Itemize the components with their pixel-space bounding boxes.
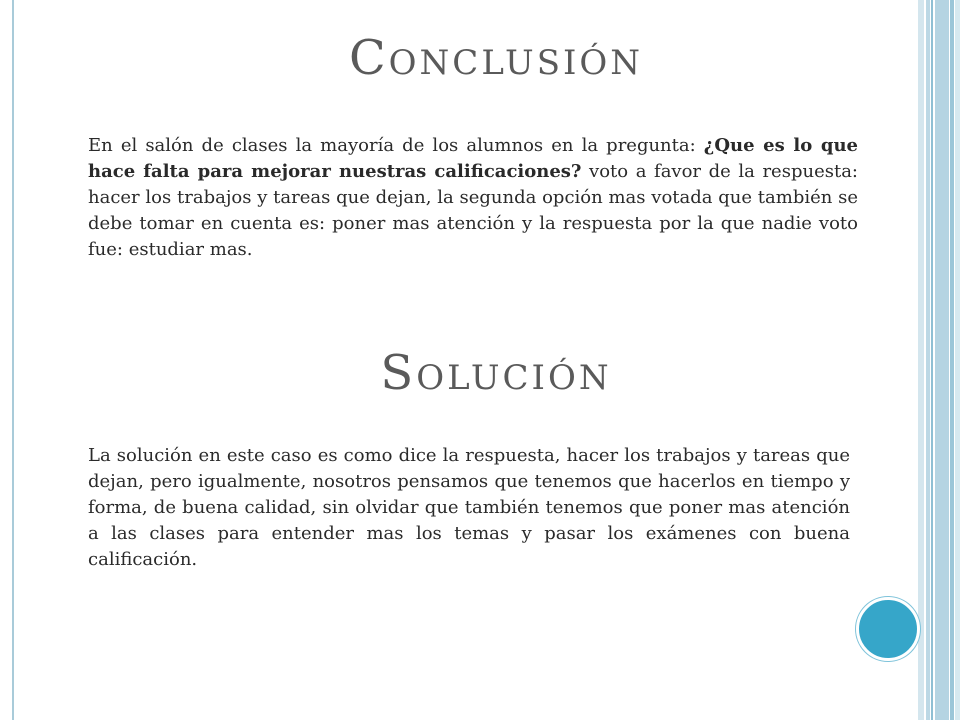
decorative-circle bbox=[856, 597, 920, 661]
frame-left-line bbox=[12, 0, 14, 720]
conclusion-question: ¿Que es lo que hace falta para mejorar nuestras calificaciones? bbox=[88, 135, 858, 182]
conclusion-text-before: En el salón de clases la mayoría de los alumnos en la pregunta: bbox=[88, 135, 704, 156]
solution-paragraph: La solución en este caso es como dice la respuesta, hacer los trabajos y tareas que dejan, pero igualmente, nosotros pensamos que tenemos que hacerlos en tiempo y forma, de buena calidad, sin olvidar que también tenemos que poner mas atención a las clases para entender mas los temas y pasar los exámenes con buena calificación. bbox=[88, 445, 850, 570]
conclusion-text-after: voto a favor de la respuesta: hacer los trabajos y tareas que dejan, la segunda opción mas votada que también se debe tomar en cuenta es: poner mas atención y la respuesta por la que nadie voto fue: estudiar mas. bbox=[88, 161, 858, 260]
conclusion-title: Conclusión bbox=[348, 30, 644, 86]
solution-title: Solución bbox=[380, 345, 612, 401]
conclusion-paragraph bbox=[88, 133, 858, 263]
